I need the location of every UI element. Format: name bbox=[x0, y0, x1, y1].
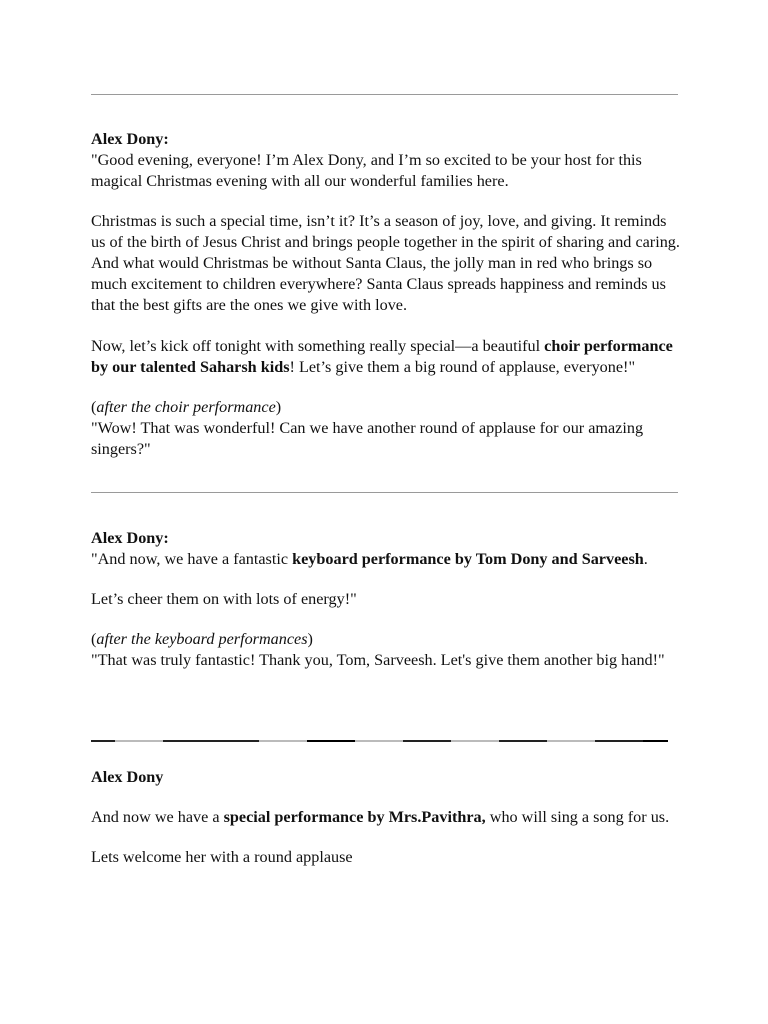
paren-open: ( bbox=[91, 630, 97, 648]
speaker-name: Alex Dony: bbox=[91, 130, 169, 148]
stage-direction bbox=[91, 629, 681, 650]
speaker-name: Alex Dony bbox=[91, 768, 164, 786]
text-span: ! Let’s give them a big round of applause, everyone!" bbox=[289, 358, 636, 376]
bold-text: special performance by Mrs.Pavithra, bbox=[223, 808, 486, 826]
text-span: Now, let’s kick off tonight with something really special—a beautiful bbox=[91, 337, 545, 355]
bold-text: choir performance by our talented Saharsh kids bbox=[91, 337, 673, 376]
paragraph: "Wow! That was wonderful! Can we have another round of applause for our amazing singers?" bbox=[91, 419, 644, 458]
stage-direction bbox=[91, 397, 681, 418]
speaker-name: Alex Dony: bbox=[91, 529, 169, 547]
paragraph bbox=[91, 549, 681, 570]
text-span: . bbox=[643, 550, 648, 568]
section-1 bbox=[91, 129, 681, 460]
paragraph: Christmas is such a special time, isn’t it? It’s a season of joy, love, and giving. It reminds us of the birth of Jesus Christ and brings people together in the spirit of sharing and caring. And what would Christmas be without Santa Claus, the jolly man in red who brings so much excitement to children everywhere? Santa Claus spreads happiness and reminds us that the best gifts are the ones we give with love. bbox=[91, 212, 680, 314]
stage-direction-text: after the choir performance bbox=[96, 398, 276, 416]
paren-close: ) bbox=[275, 398, 282, 416]
paragraph bbox=[91, 336, 681, 378]
paragraph: Lets welcome her with a round applause bbox=[91, 848, 353, 866]
text-span: who will sing a song for us. bbox=[485, 808, 670, 826]
horizontal-rule-middle bbox=[91, 492, 678, 493]
section-3 bbox=[91, 767, 681, 868]
paragraph: Let’s cheer them on with lots of energy!" bbox=[91, 590, 357, 608]
section-2 bbox=[91, 528, 681, 671]
horizontal-rule-top bbox=[91, 94, 678, 95]
horizontal-rule-decorative bbox=[91, 740, 668, 742]
stage-direction-text: after the keyboard performances bbox=[96, 630, 308, 648]
paragraph bbox=[91, 807, 681, 828]
bold-text: keyboard performance by Tom Dony and Sarveesh bbox=[292, 550, 644, 568]
text-span: "And now, we have a fantastic bbox=[91, 550, 293, 568]
text-span: And now we have a bbox=[91, 808, 224, 826]
paragraph: "Good evening, everyone! I’m Alex Dony, and I’m so excited to be your host for this magical Christmas evening with all our wonderful families here. bbox=[91, 151, 642, 190]
paren-close: ) bbox=[307, 630, 313, 648]
paren-open: ( bbox=[91, 398, 97, 416]
paragraph: "That was truly fantastic! Thank you, Tom, Sarveesh. Let's give them another big hand!" bbox=[91, 651, 665, 669]
